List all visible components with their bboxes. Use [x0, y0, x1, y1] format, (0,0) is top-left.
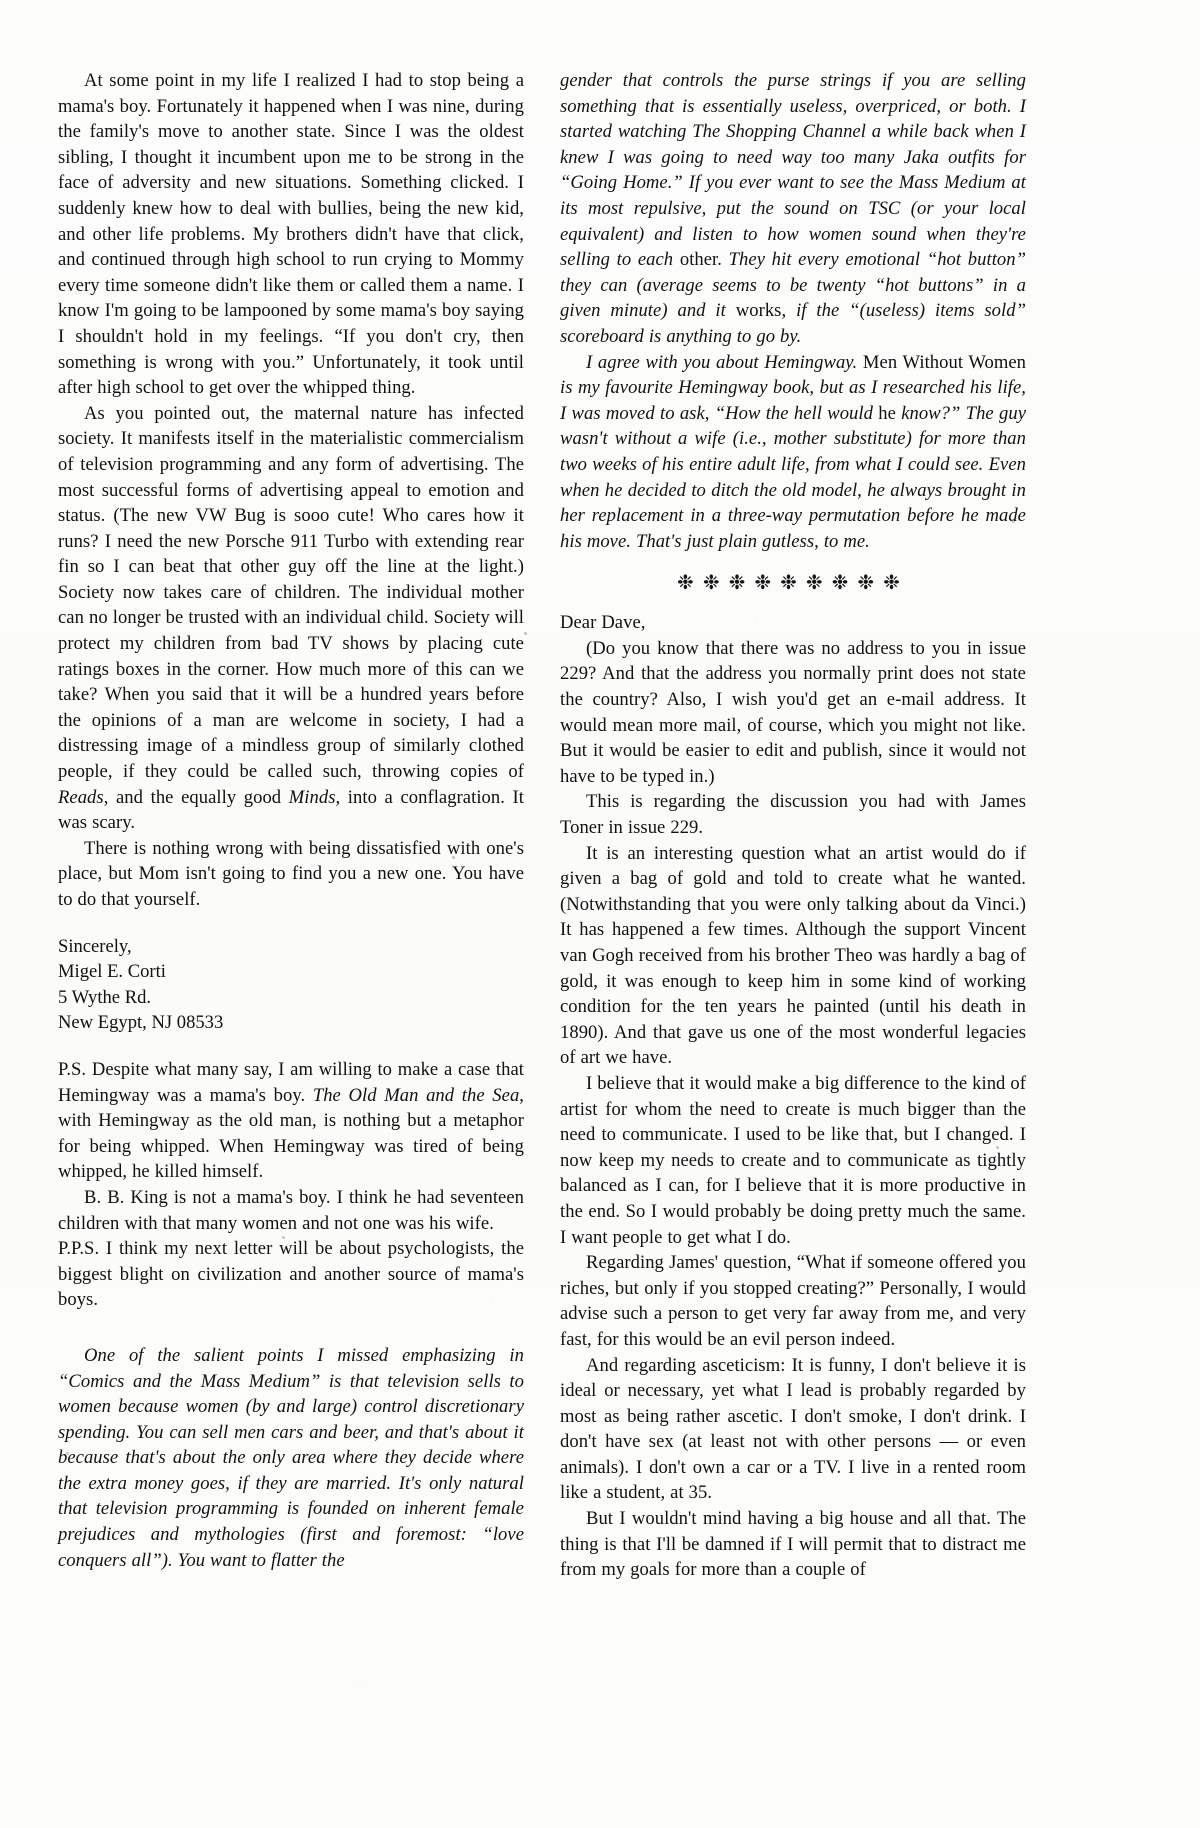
text-run: As you pointed out, the maternal nature has infected society. It manifests itself in the materialistic commercialism of television programming and any form of advertising. The most successful forms of advertising appeal to emotion and status. (The new VW Bug is sooo cute! Who cares how it runs? I need the new Porsche 911 Turbo with extending rear fin so I can beat that other guy off the line at the light.) Society now takes care of children. The individual mother can no longer be trusted with an individual child. Society will protect my children from bad TV shows by placing cute ratings boxes in the corner. How much more of this can we take? When you said that it will be a hundred years before the opinions of a man are welcome in society, I had a distressing image of a mindless group of similarly clothed people, if they could be called such, throwing copies of	[58, 402, 524, 783]
italic-reply-block-continued	[560, 68, 1026, 350]
paragraph-big-house: But I wouldn't mind having a big house and all that. The thing is that I'll be damned if I will permit that to distract me from my goals for more than a couple of	[560, 1508, 1026, 1581]
scan-speck	[282, 1236, 285, 1239]
italic-title-reads: Reads	[58, 786, 104, 808]
text-run: P.S. Despite what many say, I am willing to make a case that Hemingway was a mama's boy.	[58, 1058, 524, 1106]
text-run: into a conflagration. It was scary.	[58, 786, 524, 834]
scan-speck	[66, 1452, 69, 1455]
scan-speck	[996, 1146, 999, 1149]
italic-title-minds: Minds,	[288, 786, 341, 808]
text-run: know?” The guy wasn't without a wife (i.e., mother substitute) for more than two weeks of his entire adult life, from what I could see. Even when he decided to ditch the old model, he always brought in her replacement in a three-way permutation before he made his move. That's just plain gutless, to me.	[560, 402, 1027, 552]
roman-emphasis-he: he	[878, 402, 896, 424]
scan-speck	[524, 632, 527, 635]
paragraph-create-vs-communicate: I believe that it would make a big difference to the kind of artist for whom the need to create is much bigger than the need to communicate. I used to be like that, but I changed. I now keep my needs to create and to communicate as tightly balanced as I can, for I believe that it is more productive in the end. So I would probably be doing pretty much the same. I want people to get what I do.	[560, 1072, 1026, 1248]
postscript-hemingway	[58, 1057, 524, 1185]
paragraph-nothing-wrong: There is nothing wrong with being dissatisfied with one's place, but Mom isn't going to find you a new one. You have to do that yourself.	[58, 837, 524, 910]
snowflake-ornament-icon: ❉	[857, 572, 884, 595]
scan-speck	[1012, 520, 1015, 523]
salutation-dear-dave: Dear Dave,	[560, 612, 646, 634]
postscript-pps: P.P.S. I think my next letter will be about psychologists, the biggest blight on civilization and another source of mama's boys.	[58, 1238, 524, 1311]
text-run: , if the “(useless) items sold” scoreboard is anything to go by.	[560, 300, 1026, 347]
ornament-divider	[560, 554, 1026, 610]
paragraph-mamas-boy-opening: At some point in my life I realized I had to stop being a mama's boy. Fortunately it happened when I was nine, during the family's move to another state. Since I was the oldest sibling, I thought it incumbent upon me to be strong in the face of adversity and new situations. Something clicked. I suddenly knew how to deal with bullies, being the new kid, and other life problems. My brothers didn't have that click, and continued through high school to run crying to Mommy every time someone didn't like them or called them a name. I know I'm going to be lampooned by some mama's boy saying I shouldn't hold in my feelings. “If you don't cry, then something is wrong with you.” Unfortunately, it took until after high school to get over the whipped thing.	[58, 70, 524, 399]
roman-emphasis-other: other.	[679, 249, 722, 271]
text-run: is my favourite Hemingway book, but as I researched his life, I was moved to ask, “How the hell would	[560, 377, 1026, 424]
left-column	[58, 68, 524, 1786]
signature-street: 5 Wythe Rd.	[58, 986, 152, 1008]
signature-name: Migel E. Corti	[58, 961, 166, 983]
paragraph-asceticism: And regarding asceticism: It is funny, I don't believe it is ideal or necessary, yet what I lead is probably regarded by most as being rather ascetic. I don't smoke, I don't drink. I don't have sex (at least not with other persons — or even animals). I don't own a car or a TV. I live in a rented room like a student, at 35.	[560, 1354, 1026, 1504]
text-run: gender that controls the purse strings if you are selling something that is essentially useless, overpriced, or both. I started watching The Shopping Channel a while back when I knew I was going to need way too many Jaka outfits for “Going Home.” If you ever want to see the Mass Medium at its most repulsive, put the sound on TSC (or your local equivalent) and listen to how women sound when they're selling to each	[560, 70, 1026, 271]
paragraph-james-toner-discussion: This is regarding the discussion you had with James Toner in issue 229.	[560, 791, 1026, 839]
snowflake-ornament-icon: ❉	[754, 572, 781, 595]
scan-speck	[452, 856, 455, 859]
spacer	[58, 1036, 524, 1057]
italic-title-old-man-and-the-sea: The Old Man and the Sea	[312, 1084, 520, 1106]
text-run: I agree with you about Hemingway.	[586, 351, 858, 373]
postscript-bb-king: B. B. King is not a mama's boy. I think he had seventeen children with that many women and not one was his wife.	[58, 1186, 524, 1234]
italic-reply-block-start: One of the salient points I missed emphasizing in “Comics and the Mass Medium” is that television sells to women because women (by and large) control discretionary spending. You can sell men cars and beer, and that's about it because that's about the only area where they decide where the extra money goes, if they are married. It's only natural that television programming is founded on inherent female prejudices and mythologies (first and foremost: “love conquers all”). You want to flatter the	[58, 1344, 524, 1571]
snowflake-ornament-icon: ❉	[831, 572, 858, 595]
snowflake-ornament-icon: ❉	[702, 572, 729, 595]
roman-emphasis-works: works	[735, 300, 782, 322]
spacer	[58, 1313, 524, 1343]
snowflake-ornament-icon: ❉	[780, 572, 806, 595]
signature-city-state-zip: New Egypt, NJ 08533	[58, 1012, 224, 1034]
signature-block	[58, 934, 524, 1036]
text-run: , with Hemingway as the old man, is nothing but a metaphor for being whipped. When Hemingway was tired of being whipped, he killed himself.	[58, 1084, 524, 1183]
right-column	[560, 68, 1026, 1786]
italic-paragraph-hemingway	[560, 350, 1026, 555]
snowflake-ornament-icon: ❉	[805, 572, 832, 595]
two-column-layout	[58, 68, 1142, 1786]
paragraph-maternal-nature	[58, 401, 524, 836]
roman-title-men-without-women: Men Without Women	[857, 351, 1026, 373]
paragraph-bag-of-gold: It is an interesting question what an artist would do if given a bag of gold and told to create what he wanted. (Notwithstanding that you were only talking about da Vinci.) It has happened a few times. Although the support Vincent van Gogh received from his brother Theo was hardly a bag of gold, it was enough to keep him in some kind of working condition for the ten years he painted (until his death in 1890). And that gave us one of the most wonderful legacies of art we have.	[560, 842, 1026, 1069]
text-run: , and the equally good	[103, 786, 289, 808]
text-run: They hit every emotional “hot button” they can (average seems to be twenty “hot buttons” in a given minute) and it	[560, 249, 1027, 322]
snowflake-ornament-icon: ❉	[677, 572, 703, 595]
signature-closing: Sincerely,	[58, 935, 132, 957]
spacer	[58, 913, 524, 934]
snowflake-ornament-icon: ❉	[728, 572, 755, 595]
paragraph-address-issue-229: (Do you know that there was no address to you in issue 229? And that the address you normally print does not state the country? Also, I wish you'd get an e-mail address. It would mean more mail, of course, which you might not like. But it would be easier to edit and publish, since it would not have to be typed in.)	[560, 637, 1026, 787]
paragraph-riches-question: Regarding James' question, “What if someone offered you riches, but only if you stopped creating?” Personally, I would advise such a person to get very far away from me, and very fast, for this would be an evil person indeed.	[560, 1252, 1026, 1350]
snowflake-ornament-icon: ❉	[883, 572, 909, 595]
